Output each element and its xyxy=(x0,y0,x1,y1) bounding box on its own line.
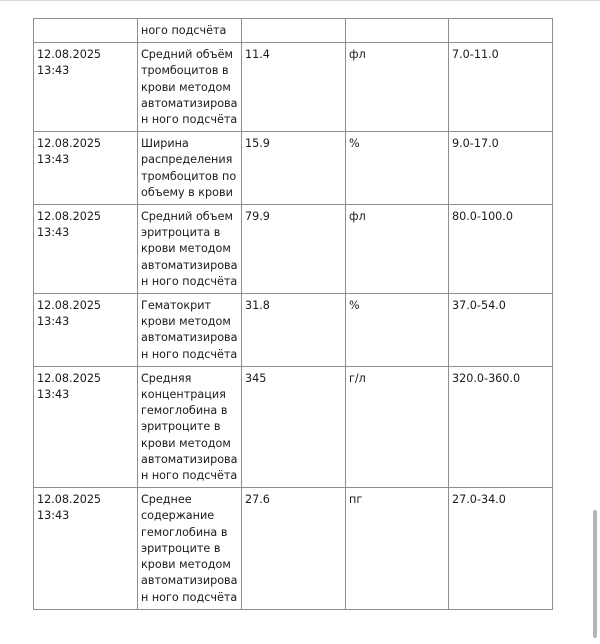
value-cell: 345 xyxy=(242,366,346,487)
unit-cell xyxy=(346,19,449,43)
test-name-cell: ного подсчёта xyxy=(138,19,242,43)
reference-cell: 7.0-11.0 xyxy=(449,43,553,132)
value-cell xyxy=(242,19,346,43)
vertical-scrollbar[interactable] xyxy=(592,0,600,644)
unit-cell: г/л xyxy=(346,366,449,487)
value-cell: 31.8 xyxy=(242,294,346,367)
table-row xyxy=(34,294,553,367)
table-row xyxy=(34,205,553,294)
value-cell: 11.4 xyxy=(242,43,346,132)
test-name-cell: Гематокрит крови методом автоматизирован ного подсчёта xyxy=(138,294,242,367)
test-name-cell: Средний объем эритроцита в крови методом автоматизирован ного подсчёта xyxy=(138,205,242,294)
date-cell xyxy=(34,19,138,43)
date-cell: 12.08.2025 13:43 xyxy=(34,205,138,294)
scrollbar-thumb[interactable] xyxy=(593,510,597,638)
reference-cell: 27.0-34.0 xyxy=(449,488,553,609)
test-name-cell: Ширина распределения тромбоцитов по объему в крови xyxy=(138,132,242,205)
value-cell: 79.9 xyxy=(242,205,346,294)
date-cell: 12.08.2025 13:43 xyxy=(34,366,138,487)
table-row xyxy=(34,43,553,132)
unit-cell: % xyxy=(346,132,449,205)
date-cell: 12.08.2025 13:43 xyxy=(34,488,138,609)
date-cell: 12.08.2025 13:43 xyxy=(34,294,138,367)
unit-cell: фл xyxy=(346,43,449,132)
table-row xyxy=(34,366,553,487)
table-row xyxy=(34,132,553,205)
test-name-cell: Среднее содержание гемоглобина в эритроците в крови методом автоматизирован ного подсчёта xyxy=(138,488,242,609)
date-cell: 12.08.2025 13:43 xyxy=(34,132,138,205)
reference-cell: 37.0-54.0 xyxy=(449,294,553,367)
test-name-cell: Средняя концентрация гемоглобина в эритроците в крови методом автоматизирован ного подсчёта xyxy=(138,366,242,487)
unit-cell: фл xyxy=(346,205,449,294)
reference-cell: 320.0-360.0 xyxy=(449,366,553,487)
unit-cell: пг xyxy=(346,488,449,609)
table-row xyxy=(34,488,553,609)
reference-cell xyxy=(449,19,553,43)
value-cell: 15.9 xyxy=(242,132,346,205)
lab-results-table xyxy=(33,18,553,610)
value-cell: 27.6 xyxy=(242,488,346,609)
reference-cell: 9.0-17.0 xyxy=(449,132,553,205)
test-name-cell: Средний объём тромбоцитов в крови методом автоматизирован ного подсчёта xyxy=(138,43,242,132)
reference-cell: 80.0-100.0 xyxy=(449,205,553,294)
date-cell: 12.08.2025 13:43 xyxy=(34,43,138,132)
unit-cell: % xyxy=(346,294,449,367)
table-row xyxy=(34,19,553,43)
